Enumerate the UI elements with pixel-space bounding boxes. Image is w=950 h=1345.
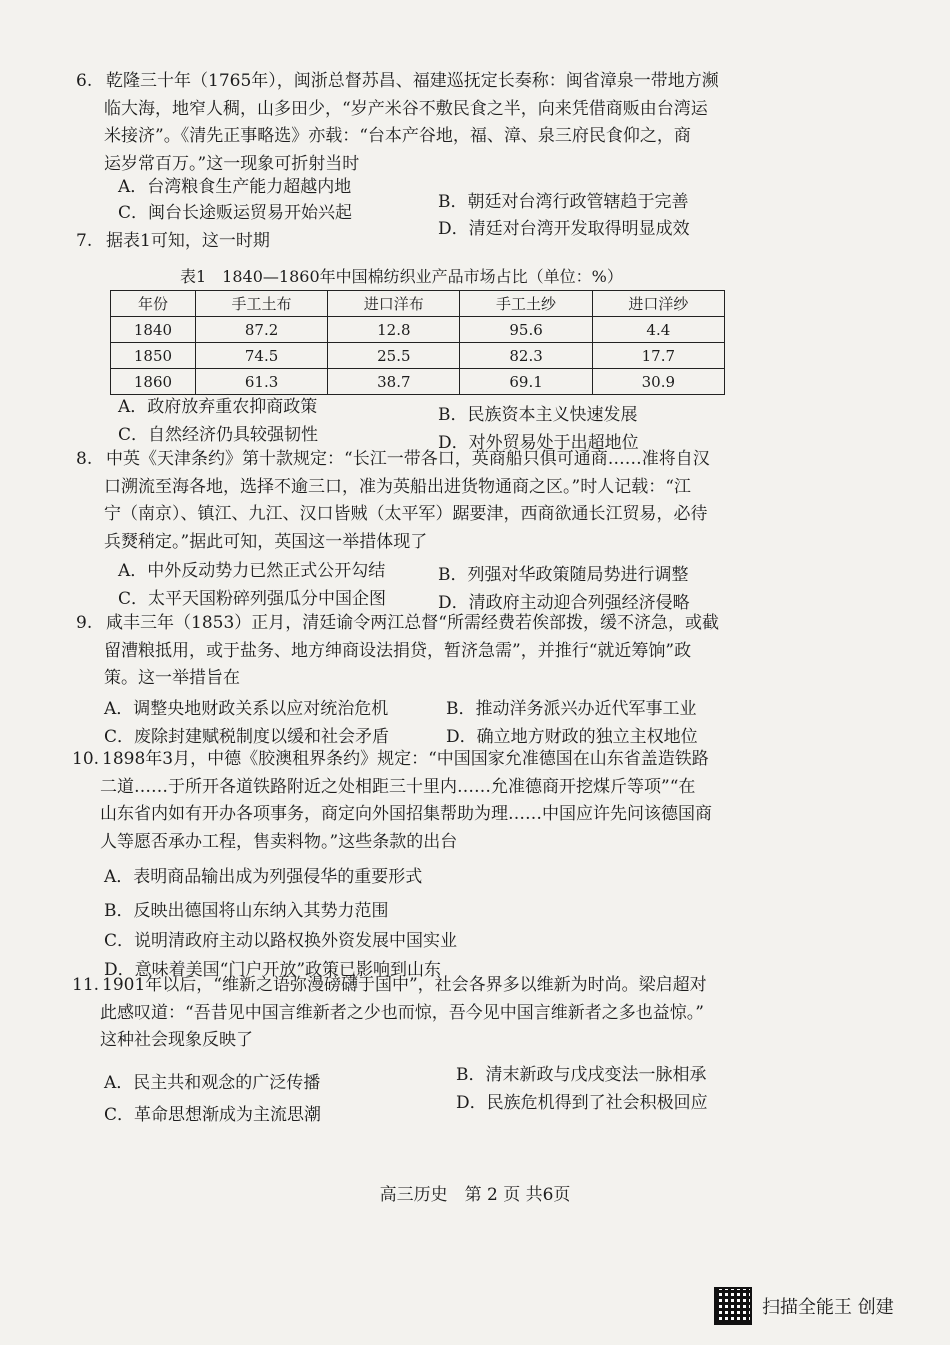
stem-line: 人等愿否承办工程，售卖料物。”这些条款的出台 xyxy=(100,831,458,852)
option-a: A．调整央地财政关系以应对统治危机 xyxy=(104,699,389,719)
table-cell: 17.7 xyxy=(592,343,724,369)
question-number: 8. xyxy=(76,449,93,469)
option-c: C．革命思想渐成为主流思潮 xyxy=(104,1105,322,1125)
table-header: 手工土布 xyxy=(195,291,327,317)
table-cell: 1840 xyxy=(111,317,196,343)
table-row xyxy=(111,343,725,369)
option-b: B．反映出德国将山东纳入其势力范围 xyxy=(104,901,389,921)
option-a: A．表明商品输出成为列强侵华的重要形式 xyxy=(104,867,423,887)
table-cell: 30.9 xyxy=(592,369,724,395)
question-number: 9. xyxy=(76,613,93,633)
option-a: A．台湾粮食生产能力超越内地 xyxy=(118,177,352,197)
option-c: C．废除封建赋税制度以缓和社会矛盾 xyxy=(104,727,390,747)
option-b: B．推动洋务派兴办近代军事工业 xyxy=(446,699,697,719)
table-header-row xyxy=(111,291,725,317)
option-d: D．清政府主动迎合列强经济侵略 xyxy=(438,593,690,613)
table-cell: 4.4 xyxy=(592,317,724,343)
page-footer: 高三历史 第 2 页 共6页 xyxy=(379,1185,571,1205)
stem-line: 运岁常百万。”这一现象可折射当时 xyxy=(104,153,360,174)
option-c: C．自然经济仍具较强韧性 xyxy=(118,425,319,445)
stem-line: 此感叹道：“吾昔见中国言维新者之少也而惊，吾今见中国言维新者之多也益惊。” xyxy=(100,1002,704,1023)
table-cell: 69.1 xyxy=(460,369,592,395)
table-header: 进口洋布 xyxy=(328,291,460,317)
stem-line: 山东省内如有开办各项事务，商定向外国招集帮助为理……中国应许先问该德国商 xyxy=(100,804,712,824)
table-cell: 25.5 xyxy=(328,343,460,369)
question-number: 6. xyxy=(76,71,93,91)
table-cell: 74.5 xyxy=(195,343,327,369)
option-b: B．朝廷对台湾行政管辖趋于完善 xyxy=(438,192,689,212)
stem-line: 米接济”。《清先正事略选》亦载：“台本产谷地，福、漳、泉三府民食仰之，商 xyxy=(104,126,691,146)
table-title: 表1 1840—1860年中国棉纺织业产品市场占比（单位：%） xyxy=(180,267,623,286)
question-6 xyxy=(76,68,796,178)
table-cell: 82.3 xyxy=(460,343,592,369)
option-c: C．太平天国粉碎列强瓜分中国企图 xyxy=(118,589,387,609)
stem-line: 宁（南京）、镇江、九江、汉口皆贼（太平军）踞要津，西商欲通长江贸易，必待 xyxy=(104,504,708,524)
question-9 xyxy=(76,610,796,693)
table-cell: 95.6 xyxy=(460,317,592,343)
option-b: B．列强对华政策随局势进行调整 xyxy=(438,565,689,585)
qr-code-icon xyxy=(714,1287,752,1325)
option-a: A．民主共和观念的广泛传播 xyxy=(104,1073,321,1093)
question-8 xyxy=(76,446,796,556)
option-b: B．清末新政与戊戌变法一脉相承 xyxy=(456,1065,707,1085)
option-d: D．民族危机得到了社会积极回应 xyxy=(456,1093,708,1113)
stem-line: 策。这一举措旨在 xyxy=(104,668,240,688)
table-cell: 12.8 xyxy=(328,317,460,343)
scanner-watermark xyxy=(714,1287,894,1325)
stem-line: 兵燹稍定。”据此可知，英国这一举措体现了 xyxy=(104,531,428,552)
option-d: D．确立地方财政的独立主权地位 xyxy=(446,727,698,747)
table-row xyxy=(111,369,725,395)
table-cell: 1860 xyxy=(111,369,196,395)
option-c: C．闽台长途贩运贸易开始兴起 xyxy=(118,203,353,223)
option-a: A．中外反动势力已然正式公开勾结 xyxy=(118,561,386,581)
market-share-table xyxy=(110,290,725,395)
table-header: 进口洋纱 xyxy=(592,291,724,317)
stem-line: 临大海，地窄人稠，山多田少，“岁产米谷不敷民食之半，向来凭借商贩由台湾运 xyxy=(104,98,708,119)
stem-line: 二道……于所开各道铁路附近之处相距三十里内……允准德商开挖煤斤等项”“在 xyxy=(100,776,696,797)
stem-line: 留漕粮抵用，或于盐务、地方绅商设法捐贷，暂济急需”，并推行“就近筹饷”政 xyxy=(104,640,692,661)
table-cell: 38.7 xyxy=(328,369,460,395)
question-6-stem xyxy=(76,68,796,178)
option-d: D．清廷对台湾开发取得明显成效 xyxy=(438,219,690,239)
stem-line: 乾隆三十年（1765年），闽浙总督苏昌、福建巡抚定长奏称：闽省漳泉一带地方濒 xyxy=(106,71,719,91)
table-header: 手工土纱 xyxy=(460,291,592,317)
question-number: 7. xyxy=(76,231,93,251)
option-a: A．政府放弃重农抑商政策 xyxy=(118,397,318,417)
stem-line: 咸丰三年（1853）正月，清廷谕令两江总督“所需经费若俟部拨，缓不济急，或截 xyxy=(106,613,719,633)
table-cell: 87.2 xyxy=(195,317,327,343)
table-row xyxy=(111,317,725,343)
option-d: D．意味着美国“门户开放”政策已影响到山东 xyxy=(104,960,442,980)
stem-line: 1901年以后，“维新之语弥漫磅礴于国中”，社会各界多以维新为时尚。梁启超对 xyxy=(102,975,707,995)
table-cell: 1850 xyxy=(111,343,196,369)
option-d: D．对外贸易处于出超地位 xyxy=(438,433,639,453)
question-10 xyxy=(72,746,792,856)
question-number: 10. xyxy=(72,749,100,769)
stem-line: 这种社会现象反映了 xyxy=(100,1030,253,1050)
question-11 xyxy=(72,972,792,1055)
option-c: C．说明清政府主动以路权换外资发展中国实业 xyxy=(104,931,458,951)
stem-line: 口溯流至海各地，选择不逾三口，准为英船出进货物通商之区。”时人记载：“江 xyxy=(104,476,691,497)
question-7 xyxy=(76,228,796,256)
stem-line: 中英《天津条约》第十款规定：“长江一带各口，英商船只俱可通商……准将自汉 xyxy=(106,449,710,469)
stem-line: 据表1可知，这一时期 xyxy=(106,231,270,251)
option-b: B．民族资本主义快速发展 xyxy=(438,405,638,425)
question-number: 11. xyxy=(72,975,100,995)
stem-line: 1898年3月，中德《胶澳租界条约》规定：“中国国家允准德国在山东省盖造铁路 xyxy=(102,749,709,769)
scanner-label: 扫描全能王 创建 xyxy=(762,1297,894,1318)
table-header: 年份 xyxy=(111,291,196,317)
table-cell: 61.3 xyxy=(195,369,327,395)
